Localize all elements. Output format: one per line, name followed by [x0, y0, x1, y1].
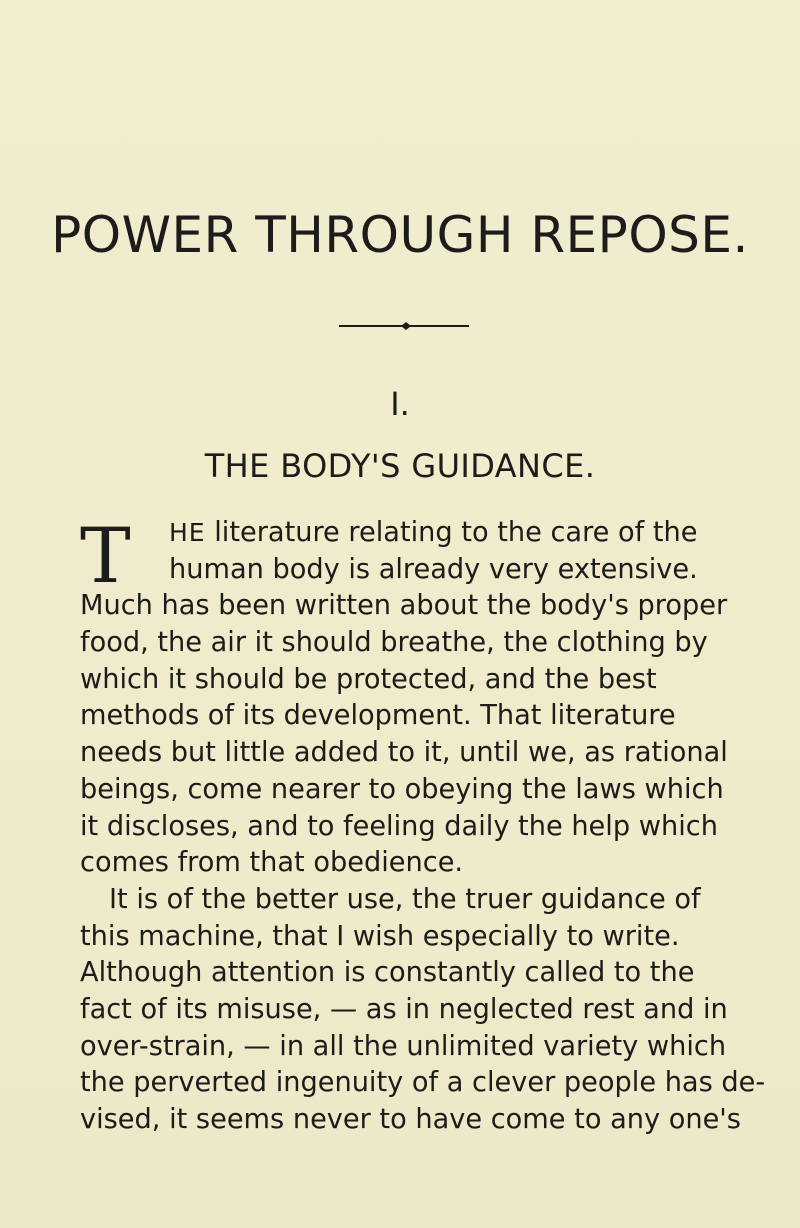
body-text: [80, 511, 766, 1139]
paragraph-2-line: this machine, that I wish especially to write.: [80, 920, 680, 952]
paragraph-1-line: needs but little added to it, until we, as rational: [80, 737, 728, 769]
paragraph-2-line: Although attention is constantly called to the: [80, 957, 695, 989]
chapter-title: THE BODY'S GUIDANCE.: [204, 447, 596, 485]
paragraph-1-line: which it should be protected, and the best: [80, 663, 657, 695]
paragraph-2-line: vised, it seems never to have come to any one's: [80, 1104, 741, 1135]
paragraph-1-line: beings, come nearer to obeying the laws which: [80, 773, 724, 805]
chapter-number: I.: [390, 385, 410, 423]
first-line-text: literature relating to the care of the: [205, 517, 698, 548]
ornamental-divider-icon: [339, 320, 469, 332]
paragraph-2-line: fact of its misuse, — as in neglected rest and in: [80, 993, 728, 1025]
book-title: POWER THROUGH REPOSE.: [51, 206, 749, 264]
paragraph-1-line: Much has been written about the body's proper: [80, 590, 728, 622]
paragraph-2-line: It is of the better use, the truer guidance of: [109, 883, 701, 915]
paragraph-1-line: comes from that obedience.: [80, 847, 464, 879]
paragraph-1-line-2: human body is already very extensive.: [169, 553, 698, 585]
drop-cap: T: [80, 511, 131, 600]
first-word-caps: HE: [169, 518, 206, 547]
paragraph-1-line: food, the air it should breathe, the clothing by: [80, 627, 708, 659]
paragraph-1-line: it discloses, and to feeling daily the help which: [80, 810, 718, 842]
paragraph-2-line: the perverted ingenuity of a clever people has de-: [80, 1067, 766, 1099]
paragraph-2-line: over-strain, — in all the unlimited variety which: [80, 1030, 727, 1062]
paragraph-1-line: methods of its development. That literature: [80, 700, 676, 732]
